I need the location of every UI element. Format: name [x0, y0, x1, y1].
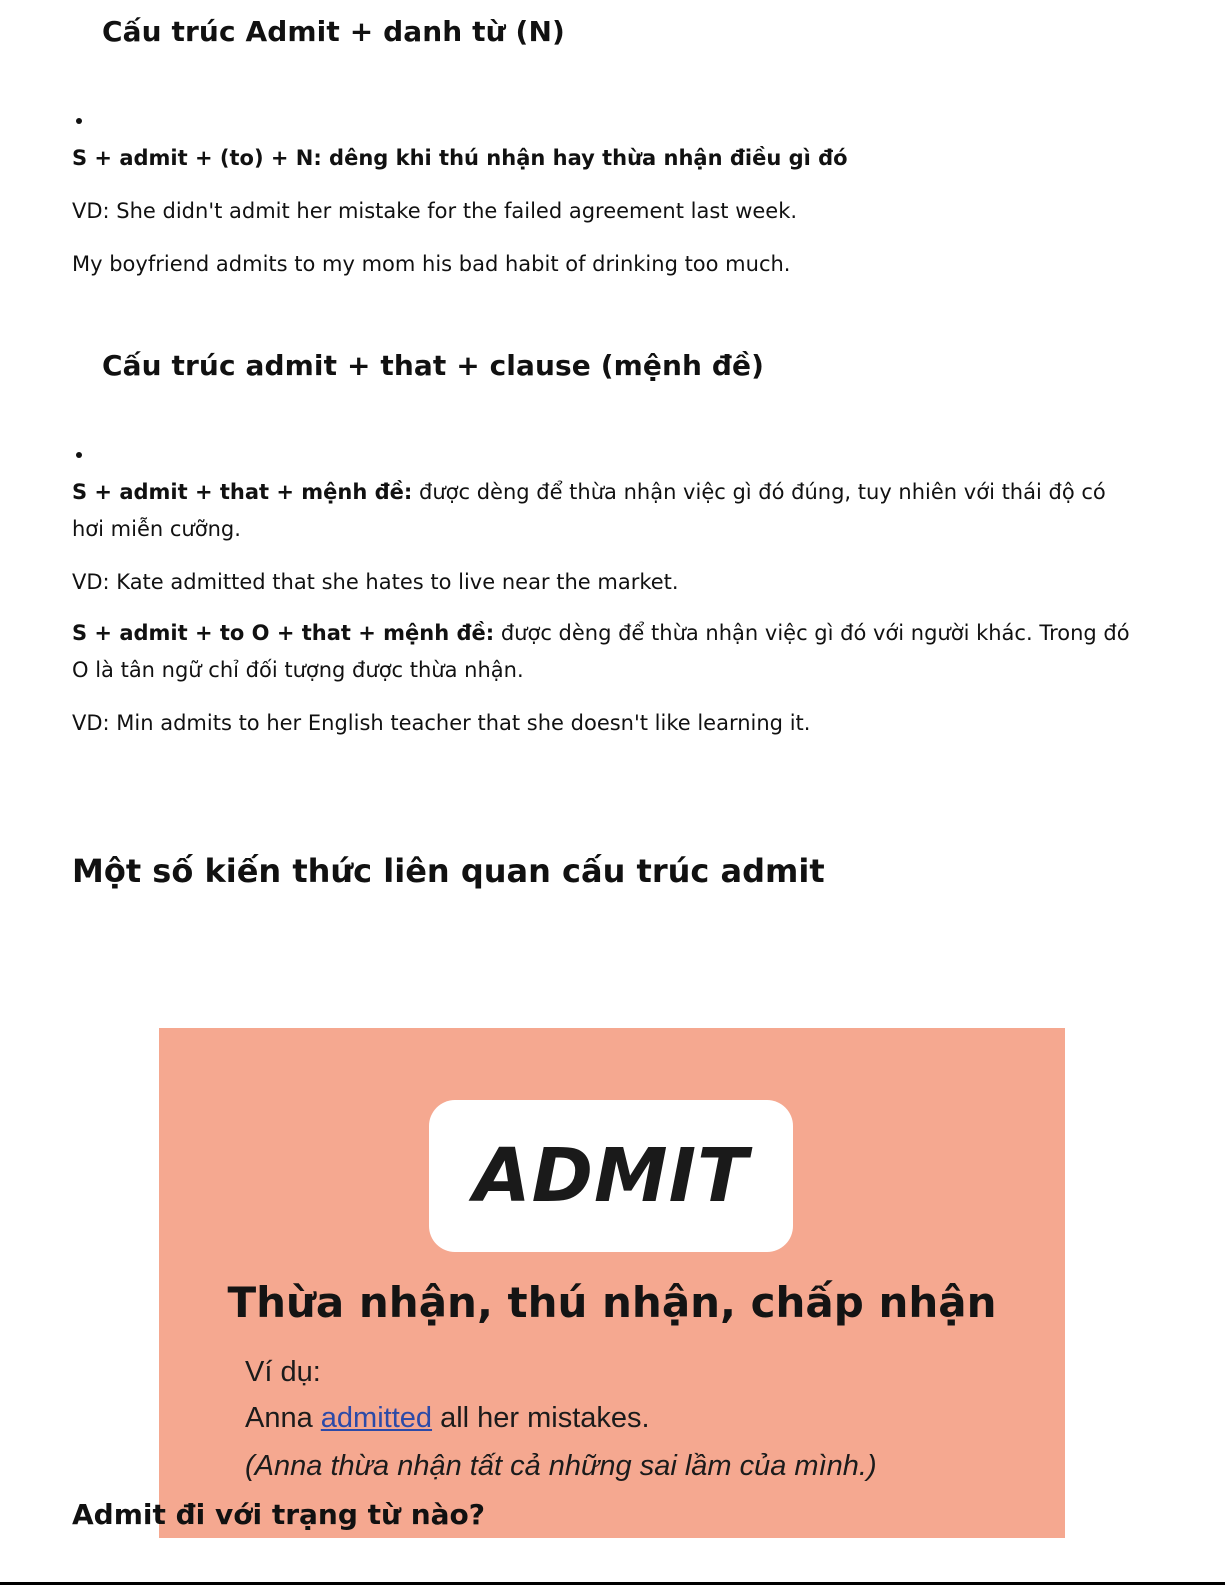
heading-admit-adverbs: Admit đi với trạng từ nào? [72, 1498, 486, 1531]
rule-text: được dèng để thừa nhận việc gì đó đúng, tuy nhiên với thái độ có [412, 480, 1106, 504]
example-label: Ví dụ: [245, 1356, 321, 1388]
rule-text: được dèng để thừa nhận việc gì đó với người khác. Trong đó [494, 621, 1130, 645]
example-sentence [245, 1402, 650, 1435]
example-4: VD: Min admits to her English teacher that she doesn't like learning it. [72, 711, 811, 735]
rule-admit-to-o-that [72, 615, 1130, 652]
bullet-point [76, 452, 82, 458]
example-post: all her mistakes. [432, 1402, 650, 1434]
admit-illustration [159, 1028, 1065, 1538]
heading-related-knowledge: Một số kiến thức liên quan cấu trúc admit [72, 852, 825, 890]
rule-admit-noun [72, 140, 848, 177]
heading-admit-that-clause: Cấu trúc admit + that + clause (mệnh đề) [102, 349, 765, 382]
rule-admit-that [72, 474, 1106, 511]
rule-text: S + admit + (to) + N: dêng khi thú nhận hay thừa nhận điều gì đó [72, 146, 848, 170]
admit-badge [429, 1100, 793, 1252]
example-3: VD: Kate admitted that she hates to live near the market. [72, 570, 679, 594]
example-pre: Anna [245, 1402, 321, 1434]
example-1: VD: She didn't admit her mistake for the failed agreement last week. [72, 199, 798, 223]
bullet-point [76, 118, 82, 124]
example-translation: (Anna thừa nhận tất cả những sai lầm của mình.) [245, 1450, 877, 1482]
rule-admit-that-cont: hơi miễn cưỡng. [72, 517, 241, 541]
meaning-title: Thừa nhận, thú nhận, chấp nhận [227, 1278, 997, 1327]
rule-bold: S + admit + that + mệnh đề: [72, 480, 413, 504]
heading-admit-noun: Cấu trúc Admit + danh từ (N) [102, 15, 565, 48]
example-2: My boyfriend admits to my mom his bad habit of drinking too much. [72, 252, 791, 276]
rule-admit-to-o-that-cont: O là tân ngữ chỉ đối tượng được thừa nhận. [72, 658, 524, 682]
admitted-link[interactable]: admitted [320, 1402, 433, 1434]
badge-text: ADMIT [473, 1133, 749, 1219]
rule-bold: S + admit + to O + that + mệnh đề: [72, 621, 495, 645]
